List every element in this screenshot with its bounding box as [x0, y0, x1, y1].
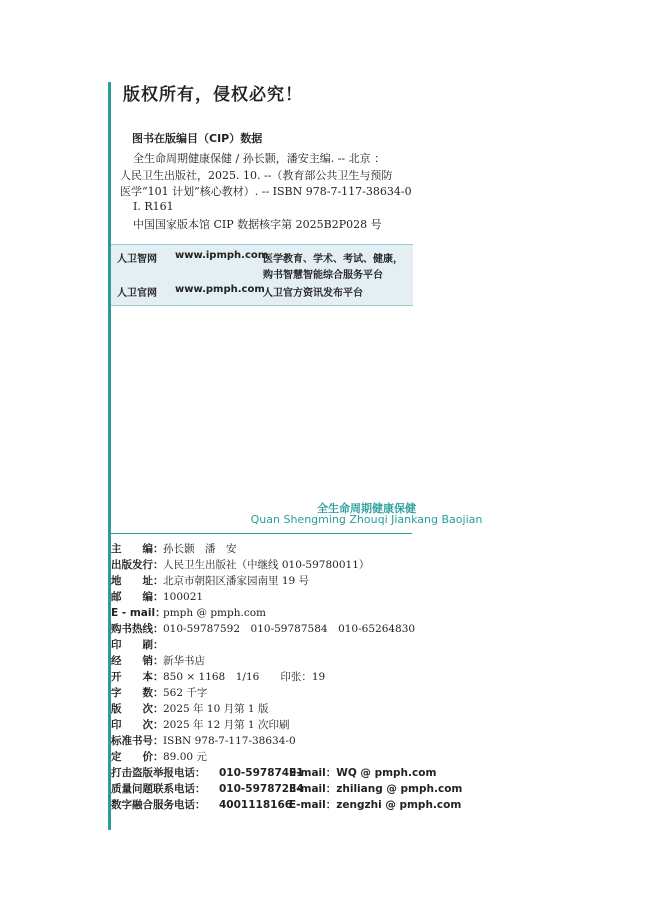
- info-label: 购书热线：: [111, 623, 164, 635]
- info-value: 89.00 元: [163, 751, 207, 763]
- info-label: 主 编：: [111, 543, 164, 555]
- info-value: 孙长颢 潘 安: [163, 543, 237, 555]
- contact-phone: 010-59787491: [219, 767, 304, 779]
- contact-email[interactable]: E-mail：zhiliang @ pmph.com: [289, 783, 463, 795]
- title-divider: [111, 533, 412, 534]
- website-info-box: [111, 244, 413, 306]
- info-label: 印 刷：: [111, 639, 164, 651]
- info-value: 新华书店: [163, 655, 205, 667]
- cip-line: 人民卫生出版社，2025. 10. --（教育部公共卫生与预防: [120, 169, 393, 182]
- cip-line: 医学“101 计划”核心教材）. -- ISBN 978-7-117-38634-0: [120, 185, 412, 198]
- info-value: 2025 年 10 月第 1 版: [163, 703, 269, 715]
- info-label: E - mail：: [111, 607, 166, 619]
- info-label: 地 址：: [111, 575, 164, 587]
- contact-email[interactable]: E-mail：WQ @ pmph.com: [289, 767, 437, 779]
- info-value: ISBN 978-7-117-38634-0: [163, 735, 296, 747]
- info-value: 562 千字: [163, 687, 208, 699]
- info-row: [111, 669, 462, 685]
- info-value: 100021: [163, 591, 204, 603]
- info-row: [111, 605, 462, 621]
- contact-phone: 010-59787234: [219, 783, 304, 795]
- website-url[interactable]: www.pmph.com: [175, 284, 265, 295]
- info-value: 人民卫生出版社（中继线 010-59780011）: [163, 559, 370, 571]
- info-label: 印 次：: [111, 719, 164, 731]
- website-name: 人卫官网: [117, 288, 157, 299]
- info-row: [111, 717, 462, 733]
- info-label: 字 数：: [111, 687, 164, 699]
- publication-info: [111, 541, 462, 813]
- info-label: 邮 编：: [111, 591, 164, 603]
- info-value: 2025 年 12 月第 1 次印刷: [163, 719, 290, 731]
- contact-row: [111, 797, 462, 813]
- contact-label: 数字融合服务电话：: [111, 799, 206, 811]
- info-label: 出版发行：: [111, 559, 164, 571]
- website-url[interactable]: www.ipmph.com: [175, 250, 269, 261]
- contact-label: 打击盗版举报电话：: [111, 767, 206, 779]
- website-desc: 医学教育、学术、考试、健康，: [263, 254, 403, 265]
- website-desc: 购书智慧智能综合服务平台: [263, 270, 383, 281]
- website-desc: 人卫官方资讯发布平台: [263, 288, 363, 299]
- contact-row: [111, 765, 462, 781]
- cip-line: Ⅰ. R161: [133, 200, 174, 213]
- info-row: [111, 749, 462, 765]
- contact-label: 质量问题联系电话：: [111, 783, 206, 795]
- info-label: 标准书号：: [111, 735, 164, 747]
- info-row: [111, 557, 462, 573]
- info-row: [111, 541, 462, 557]
- info-value: 010-59787592 010-59787584 010-65264830: [163, 623, 416, 635]
- info-row: [111, 733, 462, 749]
- info-label: 开 本：: [111, 671, 164, 683]
- info-value: 北京市朝阳区潘家园南里 19 号: [163, 575, 310, 587]
- info-row: [111, 573, 462, 589]
- contact-phone: 4001118166: [219, 799, 293, 811]
- info-value: 850 × 1168 1/16 印张：19: [163, 671, 326, 683]
- contact-email[interactable]: E-mail：zengzhi @ pmph.com: [289, 799, 462, 811]
- contact-row: [111, 781, 462, 797]
- book-title-chinese: 全生命周期健康保健: [317, 502, 416, 515]
- info-row: [111, 685, 462, 701]
- info-row: [111, 653, 462, 669]
- website-name: 人卫智网: [117, 254, 157, 265]
- info-row: [111, 589, 462, 605]
- info-label: 定 价：: [111, 751, 164, 763]
- info-label: 版 次：: [111, 703, 164, 715]
- info-label: 经 销：: [111, 655, 164, 667]
- cip-heading: 图书在版编目（CIP）数据: [132, 132, 263, 145]
- info-value: pmph @ pmph.com: [163, 607, 266, 619]
- cip-line: 全生命周期健康保健 / 孙长颢，潘安主编. -- 北京 ：: [133, 152, 386, 165]
- cip-line: 中国国家版本馆 CIP 数据核字第 2025B2P028 号: [133, 218, 382, 231]
- info-row: [111, 701, 462, 717]
- book-title-pinyin: Quan Shengming Zhouqi Jiankang Baojian: [250, 513, 483, 526]
- info-row: [111, 637, 462, 653]
- copyright-notice: 版权所有，侵权必究！: [123, 85, 303, 105]
- info-row: [111, 621, 462, 637]
